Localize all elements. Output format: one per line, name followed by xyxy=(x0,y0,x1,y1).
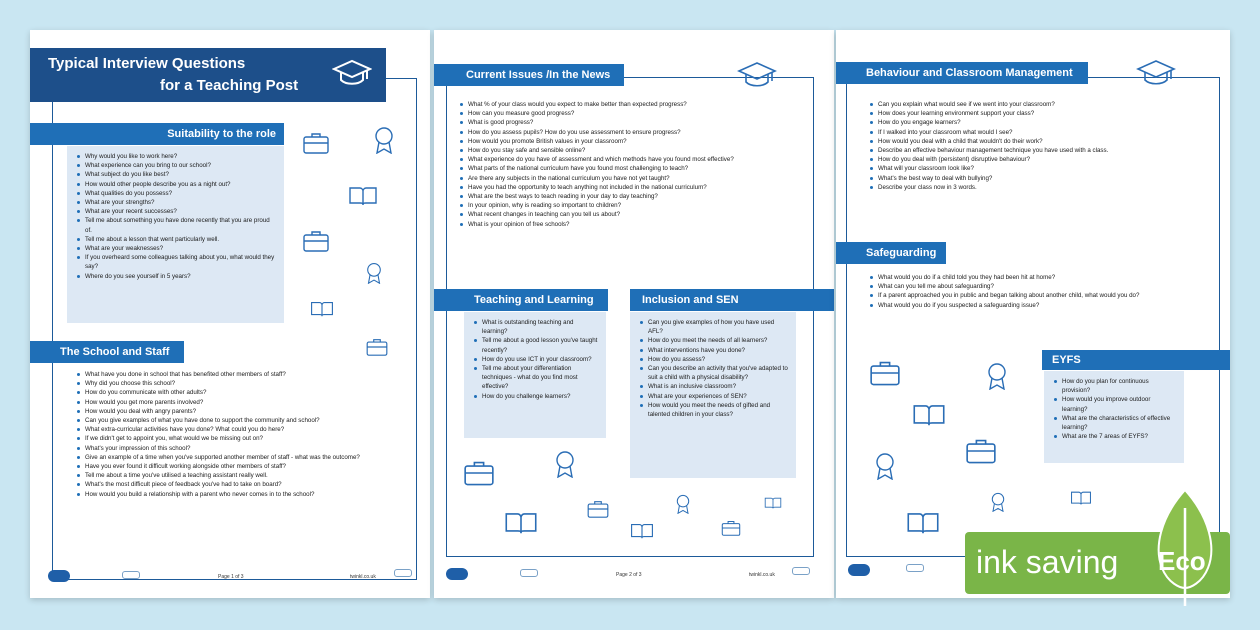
briefcase-icon xyxy=(464,460,494,486)
question-item: Can you explain what would see if we went into your classroom? xyxy=(870,100,1215,109)
question-item: How would other people describe you as a night out? xyxy=(77,180,276,189)
title-line-2: for a Teaching Post xyxy=(160,77,299,94)
question-item: What are your recent successes? xyxy=(77,207,276,216)
question-item: Tell me about something you have done recently that you are proud of. xyxy=(77,216,276,234)
footer-site: twinkl.co.uk xyxy=(350,574,376,580)
question-item: If I walked into your classroom what would I see? xyxy=(870,128,1215,137)
question-item: What's your impression of this school? xyxy=(77,444,407,453)
question-item: What have you done in school that has benefited other members of staff? xyxy=(77,370,407,379)
question-item: Tell me about your differentiation techniques - what do you find most effective? xyxy=(474,364,598,392)
award-ribbon-icon xyxy=(990,492,1006,512)
open-book-icon xyxy=(310,300,334,318)
question-item: What's the best way to deal with bullying? xyxy=(870,174,1215,183)
question-item: How do you engage learners? xyxy=(870,118,1215,127)
question-item: Have you had the opportunity to teach anything not included in the national curriculum? xyxy=(460,183,815,192)
section-heading-behaviour: Behaviour and Classroom Management xyxy=(836,62,1088,84)
question-item: If a parent approached you in public and began talking about another child, what would you do? xyxy=(870,291,1215,300)
question-item: How would you deal with angry parents? xyxy=(77,407,407,416)
question-item: How do you stay safe and sensible online? xyxy=(460,146,815,155)
question-item: Have you ever found it difficult working alongside other members of staff? xyxy=(77,462,407,471)
question-item: In your opinion, why is reading so important to children? xyxy=(460,201,815,210)
question-box-eyfs xyxy=(1044,371,1184,463)
question-item: How can you measure good progress? xyxy=(460,109,815,118)
footer-cap-logo xyxy=(792,567,810,575)
question-list-current-issues xyxy=(460,100,815,229)
question-item: What subject do you like best? xyxy=(77,170,276,179)
question-item: What are your strengths? xyxy=(77,198,276,207)
page-number: Page 2 of 3 xyxy=(616,572,642,578)
question-item: What recent changes in teaching can you tell us about? xyxy=(460,210,815,219)
question-item: What are the characteristics of effective learning? xyxy=(1054,414,1176,432)
question-item: What experience do you have of assessment and which methods have you found most effective? xyxy=(460,155,815,164)
award-ribbon-icon xyxy=(874,452,896,480)
question-item: How would you deal with a child that wouldn't do their work? xyxy=(870,137,1215,146)
open-book-icon xyxy=(504,510,538,536)
ink-saving-label: ink saving xyxy=(976,544,1119,580)
award-ribbon-icon xyxy=(675,494,691,514)
page-1 xyxy=(30,30,430,598)
question-item: Describe your class now in 3 words. xyxy=(870,183,1215,192)
question-item: What % of your class would you expect to make better than expected progress? xyxy=(460,100,815,109)
question-item: How do you use ICT in your classroom? xyxy=(474,355,598,364)
question-item: What is an inclusive classroom? xyxy=(640,382,788,391)
brand-logo xyxy=(48,570,70,582)
question-item: Describe an effective behaviour management technique you have used with a class. xyxy=(870,146,1215,155)
briefcase-icon xyxy=(366,338,388,356)
award-ribbon-icon xyxy=(554,450,576,478)
graduation-cap-icon xyxy=(332,58,372,90)
question-item: If you overheard some colleagues talking about you, what would they say? xyxy=(77,253,276,271)
question-item: What are the best ways to teach reading in your day to day teaching? xyxy=(460,192,815,201)
question-item: What can you tell me about safeguarding? xyxy=(870,282,1215,291)
graduation-cap-icon xyxy=(1136,58,1176,90)
question-item: What parts of the national curriculum have you found most challenging to teach? xyxy=(460,164,815,173)
question-item: How would you improve outdoor learning? xyxy=(1054,395,1176,413)
question-item: How do you assess? xyxy=(640,355,788,364)
footer-site: twinkl.co.uk xyxy=(749,572,775,578)
page-number: Page 1 of 3 xyxy=(218,574,244,580)
question-item: What will your classroom look like? xyxy=(870,164,1215,173)
section-heading-suitability: Suitability to the role xyxy=(30,123,284,145)
question-item: Can you give examples of what you have done to support the community and school? xyxy=(77,416,407,425)
question-item: How would you build a relationship with a parent who never comes in to the school? xyxy=(77,490,407,499)
question-item: Tell me about a time you've utilised a teaching assistant really well. xyxy=(77,471,407,480)
question-item: What's the most difficult piece of feedback you've had to take on board? xyxy=(77,480,407,489)
question-item: What is outstanding teaching and learning? xyxy=(474,318,598,336)
question-list-school-staff xyxy=(77,370,407,499)
question-item: What qualities do you possess? xyxy=(77,189,276,198)
question-item: Can you give examples of how you have used AFL? xyxy=(640,318,788,336)
question-list-behaviour xyxy=(870,100,1215,192)
page-2 xyxy=(434,30,834,598)
award-ribbon-icon xyxy=(373,126,395,154)
question-item: What would you do if you suspected a safeguarding issue? xyxy=(870,301,1215,310)
open-book-icon xyxy=(764,496,782,510)
question-item: How do you communicate with other adults? xyxy=(77,388,407,397)
graduation-cap-icon xyxy=(737,60,777,92)
open-book-icon xyxy=(630,522,654,540)
question-item: How do you plan for continuous provision? xyxy=(1054,377,1176,395)
question-item: How do you assess pupils? How do you use assessment to ensure progress? xyxy=(460,128,815,137)
footer-cap-logo xyxy=(394,569,412,577)
question-item: How do you deal with (persistent) disruptive behaviour? xyxy=(870,155,1215,164)
question-item: How do you meet the needs of all learners? xyxy=(640,336,788,345)
question-item: Tell me about a lesson that went particularly well. xyxy=(77,235,276,244)
question-item: What experience can you bring to our school? xyxy=(77,161,276,170)
section-heading-current-issues: Current Issues /In the News xyxy=(434,64,624,86)
question-list-safeguarding xyxy=(870,273,1215,310)
brand-logo xyxy=(848,564,870,576)
question-item: What interventions have you done? xyxy=(640,346,788,355)
partner-logo xyxy=(122,571,140,579)
title-block xyxy=(30,48,386,102)
question-item: Where do you see yourself in 5 years? xyxy=(77,272,276,281)
question-item: How would you meet the needs of gifted and talented children in your class? xyxy=(640,401,788,419)
briefcase-icon xyxy=(587,500,609,518)
question-list xyxy=(77,152,276,281)
title-line-1: Typical Interview Questions xyxy=(48,55,246,72)
section-heading-teaching-learning: Teaching and Learning xyxy=(434,289,608,311)
question-item: If we didn't get to appoint you, what would we be missing out on? xyxy=(77,434,407,443)
briefcase-icon xyxy=(870,360,900,386)
open-book-icon xyxy=(348,185,378,207)
award-ribbon-icon xyxy=(986,362,1008,390)
question-item: How does your learning environment support your class? xyxy=(870,109,1215,118)
question-item: What would you do if a child told you they had been hit at home? xyxy=(870,273,1215,282)
question-item: What extra-curricular activities have you done? What could you do here? xyxy=(77,425,407,434)
briefcase-icon xyxy=(303,230,329,252)
question-item: Why would you like to work here? xyxy=(77,152,276,161)
question-item: Can you describe an activity that you've adapted to suit a child with a physical disability? xyxy=(640,364,788,382)
partner-logo xyxy=(906,564,924,572)
question-box-teaching-learning xyxy=(464,312,606,438)
open-book-icon xyxy=(912,402,946,428)
question-box-inclusion-sen xyxy=(630,312,796,478)
question-item: What are your weaknesses? xyxy=(77,244,276,253)
question-box-suitability xyxy=(67,146,284,323)
brand-logo xyxy=(446,568,468,580)
question-item: Are there any subjects in the national curriculum you have not yet taught? xyxy=(460,174,815,183)
question-item: How do you challenge learners? xyxy=(474,392,598,401)
open-book-icon xyxy=(906,510,940,536)
section-heading-school-staff: The School and Staff xyxy=(30,341,184,363)
question-item: What is your opinion of free schools? xyxy=(460,220,815,229)
open-book-icon xyxy=(1070,490,1092,506)
briefcase-icon xyxy=(966,438,996,464)
section-heading-safeguarding: Safeguarding xyxy=(836,242,946,264)
question-item: How would you get more parents involved? xyxy=(77,398,407,407)
question-item: How would you promote British values in your classroom? xyxy=(460,137,815,146)
question-item: Why did you choose this school? xyxy=(77,379,407,388)
award-ribbon-icon xyxy=(365,262,383,284)
partner-logo xyxy=(520,569,538,577)
briefcase-icon xyxy=(721,520,741,536)
question-item: What are the 7 areas of EYFS? xyxy=(1054,432,1176,441)
question-item: Tell me about a good lesson you've taught recently? xyxy=(474,336,598,354)
question-item: What is good progress? xyxy=(460,118,815,127)
section-heading-inclusion-sen: Inclusion and SEN xyxy=(630,289,834,311)
section-heading-eyfs: EYFS xyxy=(1042,350,1230,370)
briefcase-icon xyxy=(303,132,329,154)
question-item: What are your experiences of SEN? xyxy=(640,392,788,401)
eco-label: Eco xyxy=(1158,546,1206,576)
question-item: Give an example of a time when you've supported another member of staff - what was the outcome? xyxy=(77,453,407,462)
